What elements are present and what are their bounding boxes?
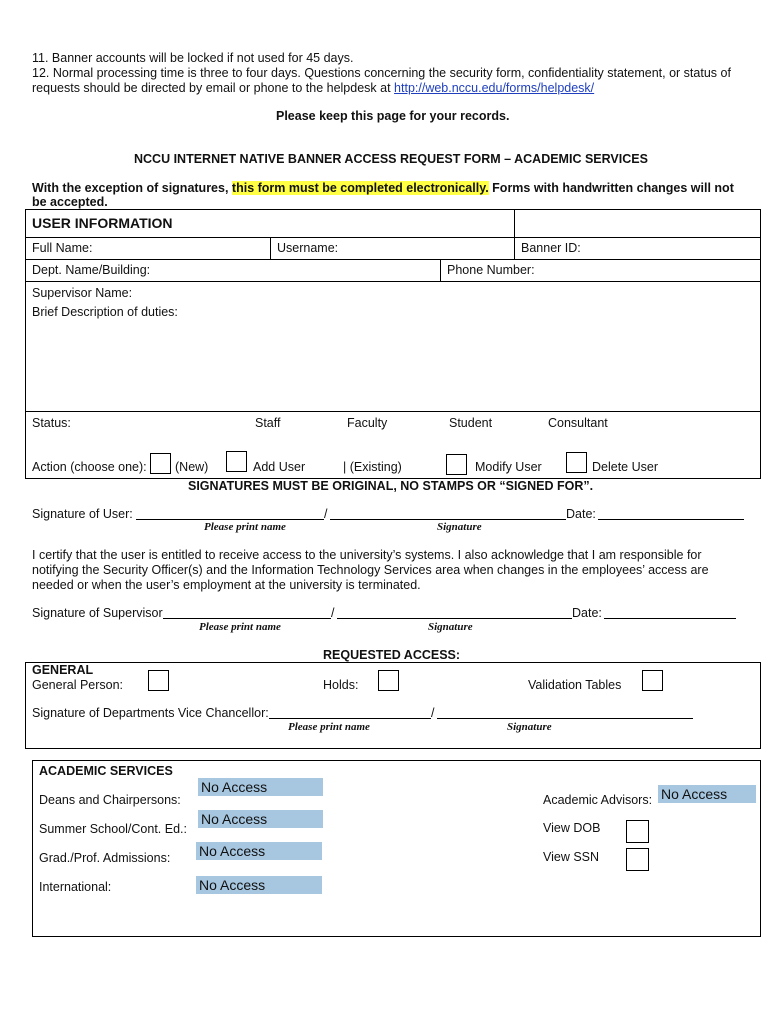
action-add-user-checkbox[interactable] — [226, 451, 247, 472]
status-faculty[interactable]: Faculty — [347, 416, 388, 430]
duties-label: Brief Description of duties: — [32, 305, 178, 319]
instructions-prefix: With the exception of signatures, — [32, 181, 232, 195]
supervisor-signature-label: Signature of Supervisor — [32, 606, 163, 620]
international-access-select[interactable]: No Access — [196, 876, 322, 894]
action-existing-label: | (Existing) — [343, 460, 402, 474]
status-staff[interactable]: Staff — [255, 416, 281, 430]
user-date-line[interactable] — [598, 519, 744, 520]
status-student[interactable]: Student — [449, 416, 493, 430]
general-heading: GENERAL — [32, 663, 94, 677]
instructions-highlight: this form must be completed electronically. — [231, 181, 489, 195]
validation-tables-checkbox[interactable] — [642, 670, 663, 691]
view-dob-checkbox[interactable] — [626, 820, 649, 843]
note-item-11: 11. Banner accounts will be locked if not used for 45 days. — [32, 51, 354, 65]
requested-access-heading: REQUESTED ACCESS: — [323, 648, 461, 662]
divider — [25, 411, 761, 412]
banner-id-label: Banner ID: — [521, 241, 581, 255]
vc-signature-line[interactable] — [437, 718, 693, 719]
summer-school-label: Summer School/Cont. Ed.: — [39, 822, 187, 836]
print-name-caption: Please print name — [288, 721, 370, 733]
action-modify-user-label: Modify User — [475, 460, 542, 474]
note-item-12-text: requests should be directed by email or phone to the helpdesk at — [32, 81, 395, 95]
slash: / — [431, 706, 435, 720]
action-new-checkbox[interactable] — [150, 453, 171, 474]
academic-services-box — [32, 760, 761, 937]
form-title: NCCU INTERNET NATIVE BANNER ACCESS REQUEST FORM – ACADEMIC SERVICES — [134, 152, 648, 166]
divider — [514, 237, 515, 259]
certify-text-1: I certify that the user is entitled to receive access to the university’s systems. I also acknowledge that I am responsible for — [32, 548, 702, 562]
vc-signature-label: Signature of Departments Vice Chancellor: — [32, 706, 269, 720]
slash: / — [324, 507, 328, 521]
form-instructions — [32, 181, 734, 195]
divider — [25, 259, 761, 260]
supervisor-print-name-line[interactable] — [163, 618, 331, 619]
username-label: Username: — [277, 241, 339, 255]
supervisor-name-label: Supervisor Name: — [32, 286, 133, 300]
signature-caption: Signature — [507, 721, 552, 733]
date-label: Date: — [566, 507, 596, 521]
dept-label: Dept. Name/Building: — [32, 263, 151, 277]
helpdesk-link[interactable]: http://web.nccu.edu/forms/helpdesk/ — [394, 81, 595, 95]
academic-services-heading: ACADEMIC SERVICES — [39, 764, 173, 778]
instructions-suffix: Forms with handwritten changes will not — [488, 181, 734, 195]
deans-access-select[interactable]: No Access — [198, 778, 323, 796]
deans-label: Deans and Chairpersons: — [39, 793, 181, 807]
date-label: Date: — [572, 606, 602, 620]
supervisor-date-line[interactable] — [604, 618, 736, 619]
summer-school-access-select[interactable]: No Access — [198, 810, 323, 828]
action-modify-user-checkbox[interactable] — [446, 454, 467, 475]
action-delete-user-label: Delete User — [592, 460, 658, 474]
user-signature-label: Signature of User: — [32, 507, 133, 521]
supervisor-signature-line[interactable] — [337, 618, 572, 619]
view-dob-label: View DOB — [543, 821, 601, 835]
signature-caption: Signature — [437, 521, 482, 533]
keep-page-note: Please keep this page for your records. — [276, 109, 510, 123]
note-item-12-cont — [32, 81, 594, 95]
academic-advisors-label: Academic Advisors: — [543, 793, 653, 807]
grad-admissions-access-select[interactable]: No Access — [196, 842, 322, 860]
signature-caption: Signature — [428, 621, 473, 633]
certify-text-3: needed or when the user’s employment at the university is terminated. — [32, 578, 421, 592]
action-delete-user-checkbox[interactable] — [566, 452, 587, 473]
divider — [440, 259, 441, 281]
user-print-name-line[interactable] — [136, 519, 324, 520]
action-label: Action (choose one): — [32, 460, 147, 474]
user-info-table — [25, 209, 761, 479]
general-person-checkbox[interactable] — [148, 670, 169, 691]
validation-tables-label: Validation Tables — [528, 678, 622, 692]
full-name-label: Full Name: — [32, 241, 93, 255]
holds-label: Holds: — [323, 678, 359, 692]
print-name-caption: Please print name — [199, 621, 281, 633]
view-ssn-label: View SSN — [543, 850, 600, 864]
note-item-12: 12. Normal processing time is three to four days. Questions concerning the security form, confidentiality statement, or status of — [32, 66, 731, 80]
divider — [25, 281, 761, 282]
form-instructions-line2: be accepted. — [32, 195, 108, 209]
status-label: Status: — [32, 416, 71, 430]
academic-advisors-access-select[interactable]: No Access — [658, 785, 756, 803]
action-add-user-label: Add User — [253, 460, 306, 474]
action-new-label: (New) — [175, 460, 209, 474]
international-label: International: — [39, 880, 112, 894]
holds-checkbox[interactable] — [378, 670, 399, 691]
grad-admissions-label: Grad./Prof. Admissions: — [39, 851, 171, 865]
vc-print-name-line[interactable] — [269, 718, 431, 719]
divider — [514, 209, 515, 237]
divider — [25, 237, 761, 238]
divider — [270, 237, 271, 259]
certify-text-2: notifying the Security Officer(s) and the Information Technology Services area when changes in the employees’ access are — [32, 563, 709, 577]
user-info-heading: USER INFORMATION — [32, 215, 173, 231]
general-person-label: General Person: — [32, 678, 124, 692]
signatures-notice: SIGNATURES MUST BE ORIGINAL, NO STAMPS OR “SIGNED FOR”. — [188, 479, 594, 493]
phone-label: Phone Number: — [447, 263, 535, 277]
status-consultant[interactable]: Consultant — [548, 416, 608, 430]
slash: / — [331, 606, 335, 620]
user-signature-line[interactable] — [330, 519, 566, 520]
print-name-caption: Please print name — [204, 521, 286, 533]
view-ssn-checkbox[interactable] — [626, 848, 649, 871]
